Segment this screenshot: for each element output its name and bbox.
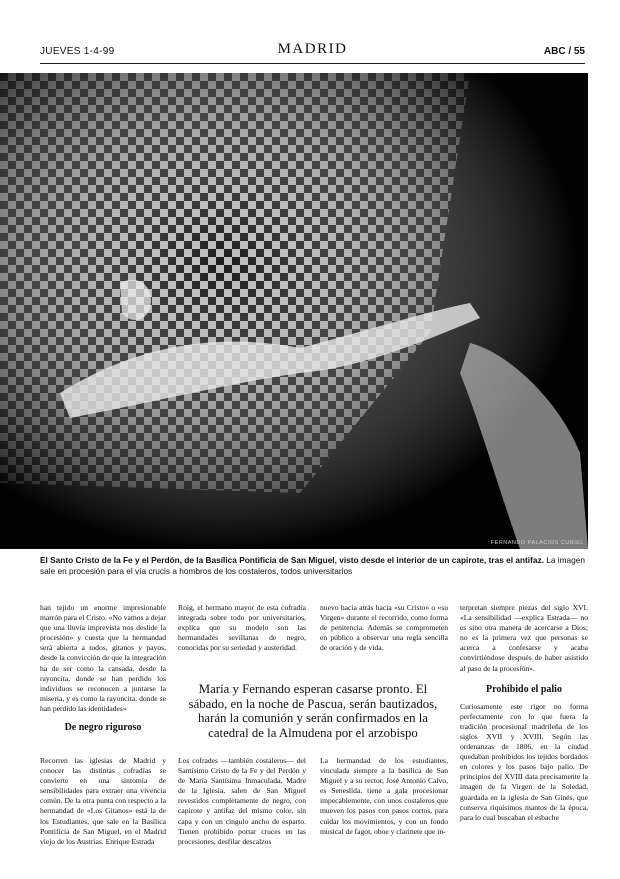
column-1-lower: Recorren las iglesias de Madrid y conocer las distintas cofradías se convierte en una sintomía de sensibilidades para extraer una vivencia común. De la otra punta con respecto a la hermandad de «Los Gitanos» está la de los Estudiantes, que sale en la Basílica Pontificia de San Miguel, en el Madrid viejo de los Austrias. Enrique Estrada xyxy=(40,756,166,846)
photo-credit: FERNANDO PALACIOS CURIEL xyxy=(490,540,584,546)
pull-quote: María y Fernando esperan casarse pronto. El sábado, en la noche de Pascua, serán bautizados, harán la comunión y serán confirmados en la catedral de la Almudena por el arzobispo xyxy=(188,682,438,740)
header-rule xyxy=(40,63,585,64)
column-1-top xyxy=(40,603,166,740)
column-2-top xyxy=(178,603,306,653)
subhead-prohibido-palio: Prohibido el palio xyxy=(486,683,562,695)
subhead-negro-riguroso: De negro riguroso xyxy=(64,722,142,734)
column-4 xyxy=(460,603,588,823)
header-date: JUEVES 1-4-99 xyxy=(40,46,115,57)
column-3-text: nuevo hacia atrás hacia «su Cristo» o «su Virgen» durante el recorrido, como forma de penitencia. Además se comprometen en público a observar una regla sencilla de oración y de vida. xyxy=(320,603,448,653)
header-section: MADRID xyxy=(277,41,348,57)
column-4-text: terpretan siempre piezas del siglo XVI. «La sensibilidad —explica Estrada— no es sino otra manera de acercarse a Dios; no es la primera vez que personas se acerca a confesarse y acaba convirtiéndose después de haber asistido al paso de la procesión». xyxy=(460,603,588,673)
news-photo xyxy=(0,73,588,549)
caption-bold: El Santo Cristo de la Fe y el Perdón, de la Basílica Pontificia de San Miguel, visto desde el interior de un capirote, tras el antifaz. xyxy=(40,555,544,565)
caption-text: La imagen sale en procesión para el vía crucis a hombros de los costaleros, todos universitarios xyxy=(40,555,586,576)
column-4-lower-text: Curiosamente este rigor no forma perfectamente con lo que fuera la tradición procesional madrileña de los siglos XVII y XVIII. Según las ordenanzas de 1806, en la ciudad quedaban prohibidos los tejidos bordados en colores y los pasos bajo palio. De principios del XVIII data precisamente la imagen de la Virgen de la Soledad, guardada en la iglesia de San Ginés, que conserva riquísimos mantos de la época, para lo cual buscaban el esbache xyxy=(460,701,588,822)
photo-illustration xyxy=(0,73,588,549)
header-page-number: ABC / 55 xyxy=(543,46,585,57)
column-2-lower: Los cofrades —también costaleros— del Santísimo Cristo de la Fe y del Perdón y de María Santísima Inmaculada, Madre de la Iglesia, salen de San Miguel revestidos completamente de negro, con capirote y antifaz del mismo color, sin capa y con un cíngulo ancho de esparto. Tienen prohibido portar cruces en las procesiones, desfilar descalzos xyxy=(178,756,306,846)
column-3-lower: La hermandad de los estudiantes, vinculada siempre a la basílica de San Miguel y a su rector, José Antonio Calvo, es Seneslida, tiene a gala procesionar impecablemente, con unos costaleros que mueven los pasos con pasos cortos, para cuidar los movimientos, y con un fondo musical de fagot, oboe y clarinete que in- xyxy=(320,756,448,836)
column-2-text: Roig, el hermano mayor de esta cofradía integrada sobre todo por universitarios, explica que su modelo son las hermandades sevillanas de negro, conocidas por su seriedad y austeridad. xyxy=(178,603,306,653)
photo-caption xyxy=(40,555,588,577)
column-1-text: han tejido un enorme impresionable marrón para el Cristo. «No vamos a dejar que una lluvia imprevista nos deslide la procesión» y cuesta que la hermandad será abierta a todos, gitanos y payos, desde la convicción de que la integración ha de ser como la cansada, desde la rayoncita, donde se han perdido los individuos se reconocen a juntarse la miseria, y es como la rayoncita, donde se han perdido las identidades» xyxy=(40,603,166,713)
page-header xyxy=(40,41,585,64)
column-3-top xyxy=(320,603,448,653)
